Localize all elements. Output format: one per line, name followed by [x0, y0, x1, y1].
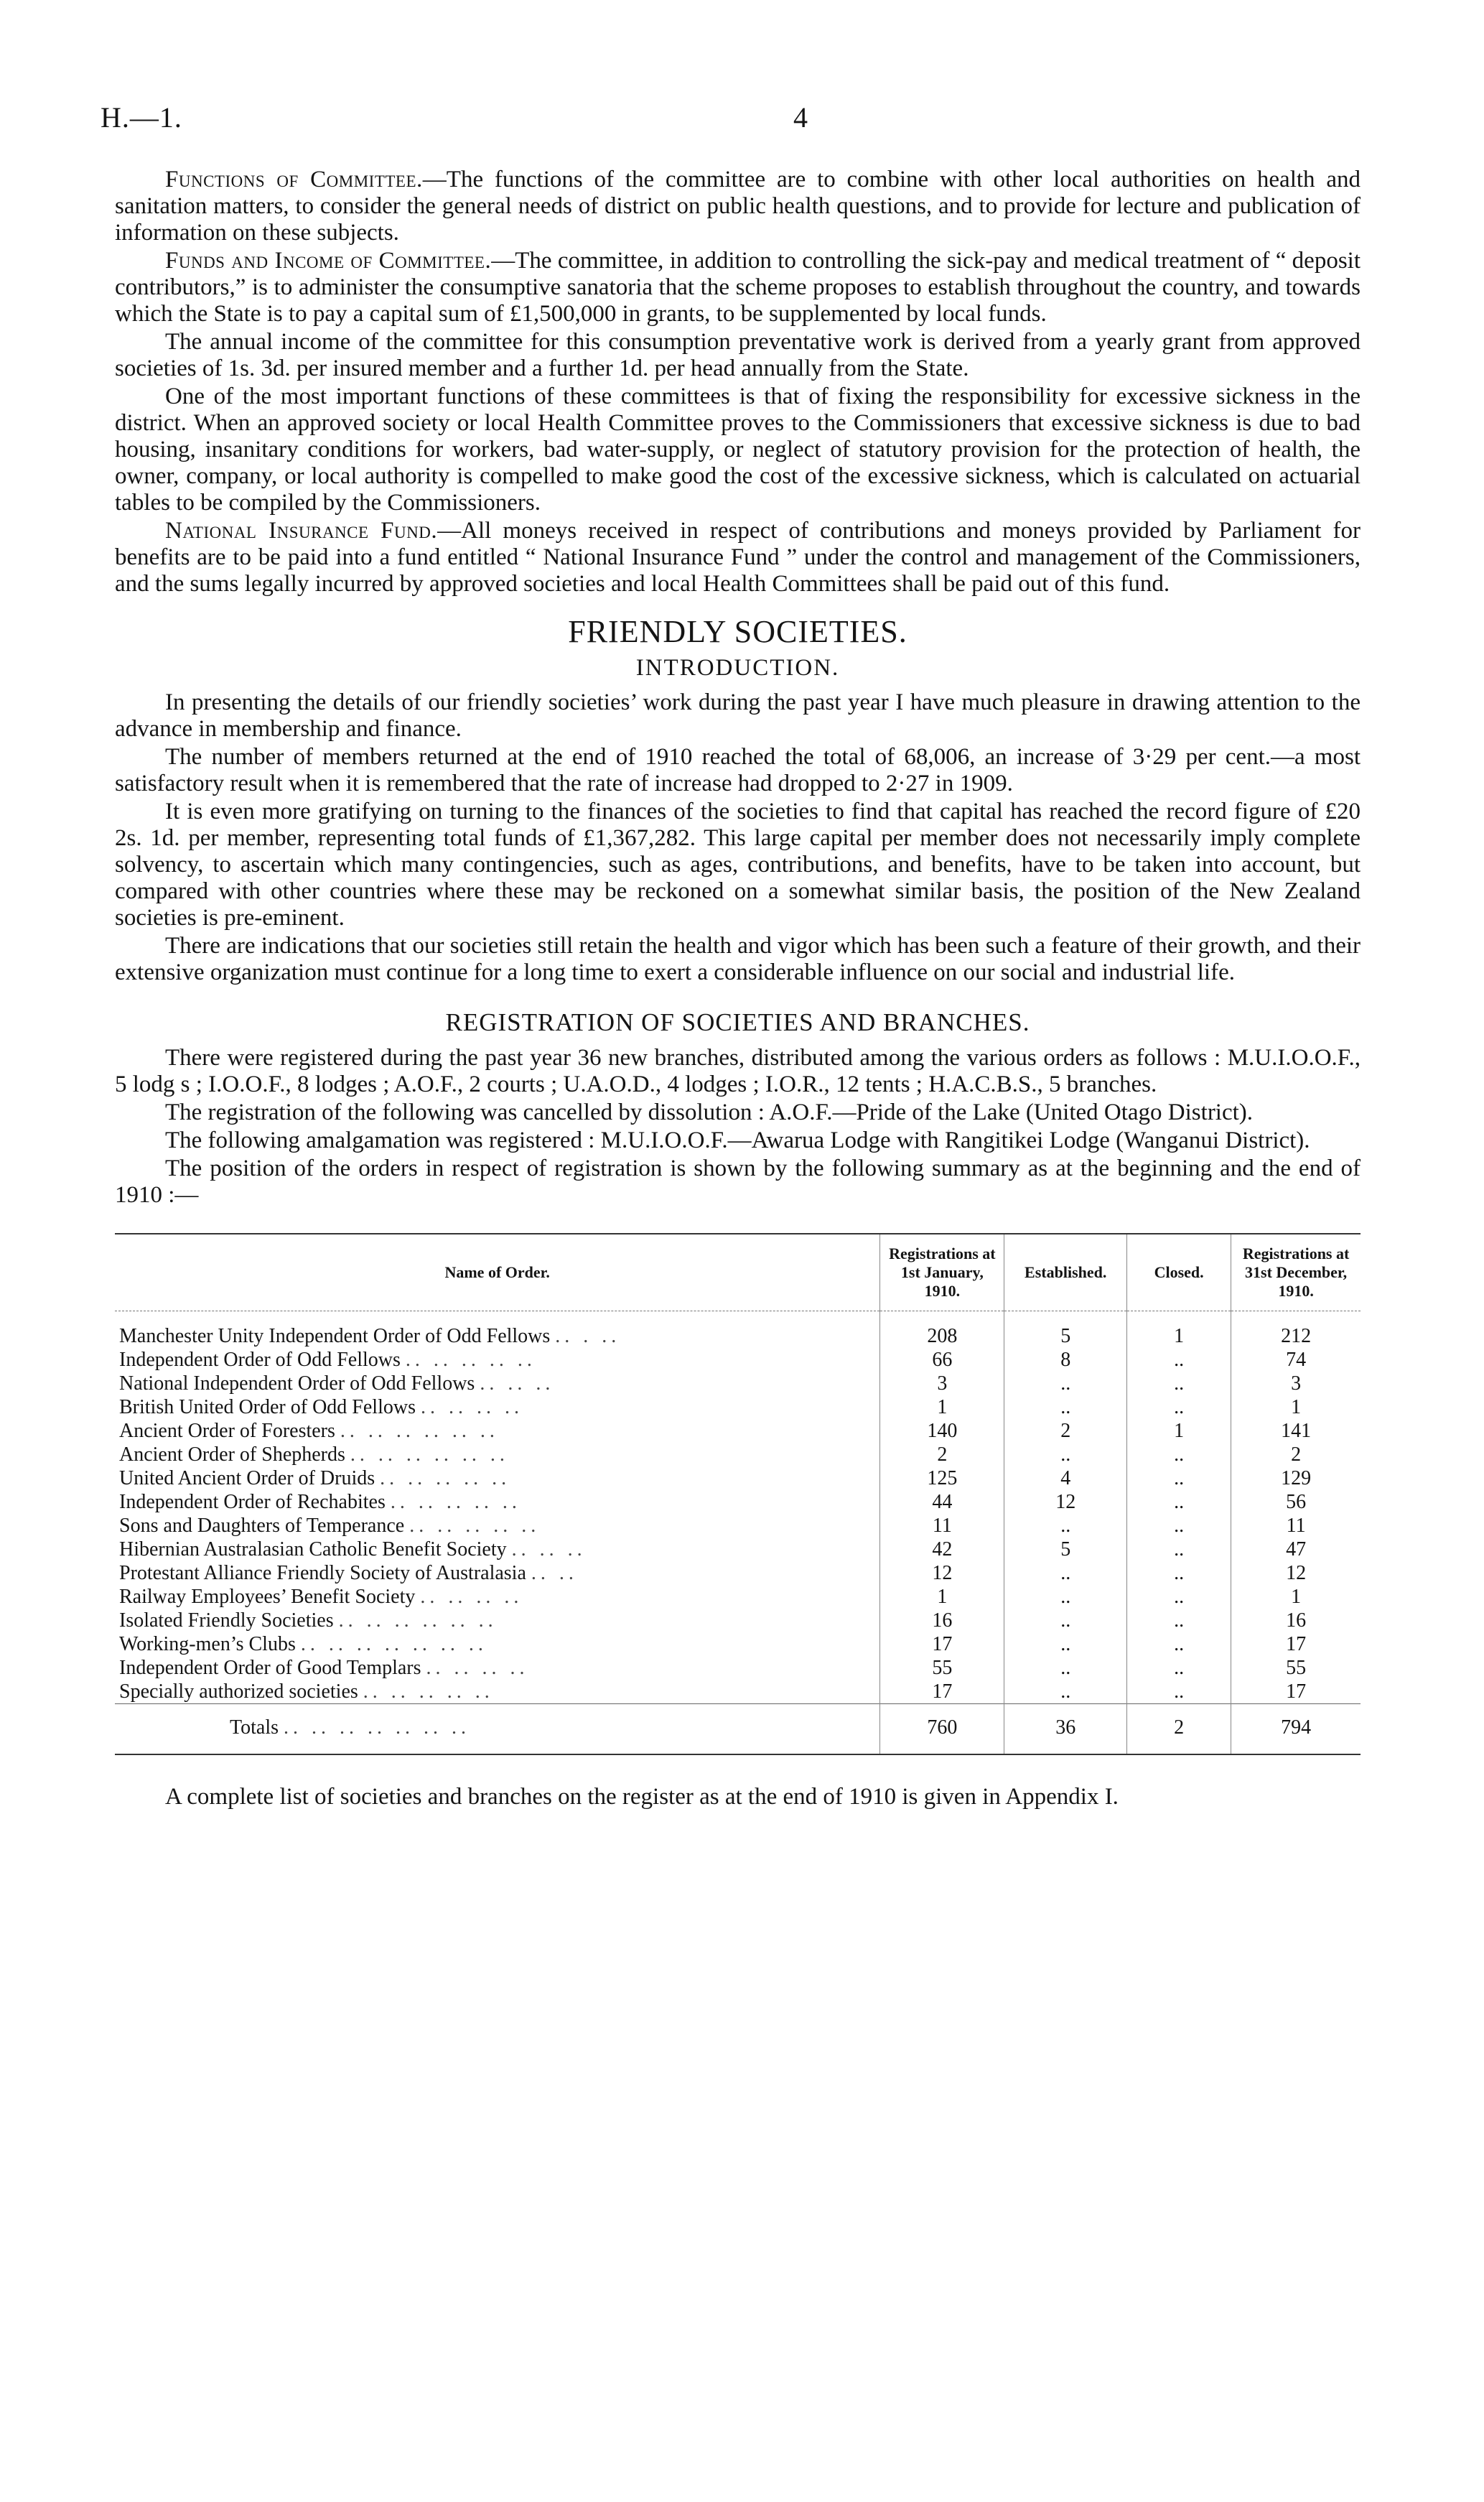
order-name-cell — [115, 1419, 880, 1443]
registrations-end-cell: 11 — [1231, 1514, 1361, 1538]
table-row — [115, 1419, 1361, 1443]
order-name: Ancient Order of Foresters — [119, 1420, 335, 1442]
registrations-start-cell: 1 — [880, 1395, 1004, 1419]
order-name-cell — [115, 1538, 880, 1561]
registrations-end-cell: 2 — [1231, 1443, 1361, 1466]
established-cell: 5 — [1004, 1311, 1127, 1349]
registrations-start-cell: 208 — [880, 1311, 1004, 1349]
registrations-end-cell: 141 — [1231, 1419, 1361, 1443]
closed-cell: .. — [1127, 1538, 1231, 1561]
paragraph-text: —The functions of the committee are to combine with other local authorities on health and sanitation matters, to consider the general needs of district on public health questions, and to provide for lecture and publication of information on these subjects. — [115, 167, 1361, 246]
established-cell: 12 — [1004, 1490, 1127, 1514]
totals-start-cell: 760 — [880, 1704, 1004, 1755]
established-cell: .. — [1004, 1372, 1127, 1395]
established-cell: 4 — [1004, 1466, 1127, 1490]
closed-cell: .. — [1127, 1466, 1231, 1490]
established-cell: .. — [1004, 1656, 1127, 1680]
totals-label-cell — [115, 1704, 880, 1755]
registrations-end-cell: 1 — [1231, 1395, 1361, 1419]
registrations-start-cell: 17 — [880, 1632, 1004, 1656]
paragraph-lead: Funds and Income of Committee. — [165, 248, 492, 274]
order-name-cell — [115, 1490, 880, 1514]
table-totals-row — [115, 1704, 1361, 1755]
registrations-end-cell: 47 — [1231, 1538, 1361, 1561]
registration-summary-table-wrap — [115, 1233, 1361, 1755]
dot-leader: .. .. .. .. .. — [380, 1467, 511, 1489]
paragraph-registration-4: The position of the orders in respect of registration is shown by the following summary as at the beginning and the end of 1910 :— — [115, 1155, 1361, 1208]
section-heading-friendly-societies: FRIENDLY SOCIETIES. — [568, 614, 907, 649]
dot-leader: .. .. .. .. .. — [409, 1515, 541, 1537]
paragraph-registration-2: The registration of the following was cancelled by dissolution : A.O.F.—Pride of the Lake (United Otago District). — [165, 1099, 1254, 1125]
order-name: Specially authorized societies — [119, 1680, 358, 1703]
registrations-start-cell: 12 — [880, 1561, 1004, 1585]
order-name-cell — [115, 1311, 880, 1349]
dot-leader: .. .. .. .. .. — [405, 1349, 536, 1371]
paragraph-closing: A complete list of societies and branches on the register as at the end of 1910 is given in Appendix I. — [165, 1784, 1119, 1810]
registrations-start-cell: 11 — [880, 1514, 1004, 1538]
registrations-end-cell: 16 — [1231, 1609, 1361, 1632]
totals-established-cell: 36 — [1004, 1704, 1127, 1755]
table-row — [115, 1538, 1361, 1561]
page-reference: H.—1. — [101, 101, 182, 134]
registrations-start-cell: 1 — [880, 1585, 1004, 1609]
registrations-end-cell: 12 — [1231, 1561, 1361, 1585]
paragraph-registration-3: The following amalgamation was registered : M.U.I.O.O.F.—Awarua Lodge with Rangitikei Lodge (Wanganui District). — [165, 1127, 1310, 1153]
paragraph-intro-4: There are indications that our societies still retain the health and vigor which has been such a feature of their growth, and their extensive organization must continue for a long time to exert a considerable influence on our social and industrial life. — [115, 933, 1361, 985]
established-cell: .. — [1004, 1561, 1127, 1585]
order-name-cell — [115, 1395, 880, 1419]
order-name-cell — [115, 1656, 880, 1680]
registrations-start-cell: 3 — [880, 1372, 1004, 1395]
paragraph-insurance-fund — [115, 518, 1361, 597]
registrations-start-cell: 42 — [880, 1538, 1004, 1561]
paragraph-lead: Functions of Committee. — [165, 167, 423, 192]
established-cell: .. — [1004, 1395, 1127, 1419]
closed-cell: .. — [1127, 1514, 1231, 1538]
order-name-cell — [115, 1348, 880, 1372]
order-name: Independent Order of Odd Fellows — [119, 1349, 401, 1371]
registrations-end-cell: 3 — [1231, 1372, 1361, 1395]
registrations-start-cell: 44 — [880, 1490, 1004, 1514]
established-cell: .. — [1004, 1585, 1127, 1609]
header-registrations-end: Registrations at 31st December, 1910. — [1231, 1234, 1361, 1311]
paragraph-intro-3: It is even more gratifying on turning to the finances of the societies to find that capital has reached the record figure of £20 2s. 1d. per member, representing total funds of £1,367,282. This large capital per member does not necessarily imply complete solvency, to ascertain which many contingencies, such as ages, contributions, and benefits, have to be taken into account, but compared with other countries where these may be reckoned on a somewhat similar basis, the position of the New Zealand societies is pre-eminent. — [115, 799, 1361, 931]
header-name-of-order: Name of Order. — [115, 1234, 880, 1311]
table-row — [115, 1561, 1361, 1585]
dot-leader: .. .. .. .. .. — [363, 1680, 494, 1703]
paragraph-funds — [115, 248, 1361, 327]
registrations-end-cell: 74 — [1231, 1348, 1361, 1372]
dot-leader: .. .. .. .. .. .. .. — [284, 1716, 471, 1739]
paragraph-functions — [115, 167, 1361, 246]
dot-leader: .. .. .. .. .. — [390, 1491, 521, 1513]
order-name-cell — [115, 1372, 880, 1395]
order-name-cell — [115, 1466, 880, 1490]
order-name: Ancient Order of Shepherds — [119, 1443, 345, 1466]
document-body — [115, 167, 1361, 1812]
table-row — [115, 1514, 1361, 1538]
closed-cell: .. — [1127, 1395, 1231, 1419]
order-name-cell — [115, 1585, 880, 1609]
established-cell: 8 — [1004, 1348, 1127, 1372]
dot-leader: .. .. .. .. .. .. .. — [300, 1633, 487, 1655]
table-header-row — [115, 1234, 1361, 1311]
table-row — [115, 1680, 1361, 1704]
table-row — [115, 1632, 1361, 1656]
closed-cell: 1 — [1127, 1311, 1231, 1349]
registrations-end-cell: 56 — [1231, 1490, 1361, 1514]
paragraph-lead: National Insurance Fund. — [165, 518, 438, 544]
registrations-end-cell: 129 — [1231, 1466, 1361, 1490]
closed-cell: .. — [1127, 1632, 1231, 1656]
dot-leader: .. .. .. .. — [426, 1657, 529, 1679]
closed-cell: .. — [1127, 1490, 1231, 1514]
header-established: Established. — [1004, 1234, 1127, 1311]
order-name: Independent Order of Rechabites — [119, 1491, 386, 1513]
closed-cell: .. — [1127, 1609, 1231, 1632]
paragraph-text: One of the most important functions of these committees is that of fixing the responsibility for excessive sickness in the district. When an approved society or local Health Committee proves to the Commissioners that excessive sickness is due to bad housing, insanitary conditions for workers, bad water-supply, or neglect of statutory provision for the protection of health, the owner, company, or local authority is compelled to make good the cost of the excessive sickness, which is calculated on actuarial tables to be compiled by the Commissioners. — [115, 383, 1361, 516]
registrations-end-cell: 212 — [1231, 1311, 1361, 1349]
table-row — [115, 1585, 1361, 1609]
order-name: Hibernian Australasian Catholic Benefit Society — [119, 1538, 507, 1561]
paragraph-text: —All moneys received in respect of contributions and moneys provided by Parliament for benefits are to be paid into a fund entitled “ National Insurance Fund ” under the control and management of the Commissioners, and the sums legally incurred by approved societies and local Health Committees shall be paid out of this fund. — [115, 518, 1361, 597]
registrations-start-cell: 17 — [880, 1680, 1004, 1704]
paragraph-text: The annual income of the committee for this consumption preventative work is derived from a yearly grant from approved societies of 1s. 3d. per insured member and a further 1d. per head annually from the State. — [115, 329, 1361, 381]
closed-cell: .. — [1127, 1348, 1231, 1372]
order-name: Manchester Unity Independent Order of Odd Fellows — [119, 1325, 551, 1347]
closed-cell: .. — [1127, 1443, 1231, 1466]
established-cell: .. — [1004, 1680, 1127, 1704]
registration-summary-table — [115, 1233, 1361, 1755]
order-name-cell — [115, 1561, 880, 1585]
table-row — [115, 1466, 1361, 1490]
registrations-start-cell: 140 — [880, 1419, 1004, 1443]
registrations-start-cell: 66 — [880, 1348, 1004, 1372]
header-registrations-start: Registrations at 1st January, 1910. — [880, 1234, 1004, 1311]
totals-end-cell: 794 — [1231, 1704, 1361, 1755]
registrations-start-cell: 2 — [880, 1443, 1004, 1466]
dot-leader: .. .. .. — [511, 1538, 587, 1561]
closed-cell: 1 — [1127, 1419, 1231, 1443]
registrations-end-cell: 17 — [1231, 1680, 1361, 1704]
table-row — [115, 1656, 1361, 1680]
table-row — [115, 1348, 1361, 1372]
established-cell: .. — [1004, 1632, 1127, 1656]
paragraph-intro-1: In presenting the details of our friendly societies’ work during the past year I have much pleasure in drawing attention to the advance in membership and finance. — [115, 689, 1361, 742]
paragraph-text: —The committee, in addition to controlling the sick-pay and medical treatment of “ deposit contributors,” is to administer the consumptive sanatoria that the scheme proposes to establish throughout the country, and towards which the State is to pay a capital sum of £1,500,000 in grants, to be supplemented by local funds. — [115, 248, 1361, 327]
established-cell: 2 — [1004, 1419, 1127, 1443]
paragraph-responsibility — [115, 383, 1361, 516]
totals-label: Totals — [230, 1716, 279, 1739]
order-name: National Independent Order of Odd Fellows — [119, 1372, 475, 1395]
order-name-cell — [115, 1514, 880, 1538]
order-name-cell — [115, 1632, 880, 1656]
closed-cell: .. — [1127, 1585, 1231, 1609]
registrations-start-cell: 125 — [880, 1466, 1004, 1490]
order-name: British United Order of Odd Fellows — [119, 1396, 416, 1418]
dot-leader: .. .. .. .. — [420, 1586, 523, 1608]
order-name: Railway Employees’ Benefit Society — [119, 1586, 416, 1608]
registrations-end-cell: 17 — [1231, 1632, 1361, 1656]
order-name: United Ancient Order of Druids — [119, 1467, 375, 1489]
dot-leader: .. .. .. .. .. .. — [340, 1420, 499, 1442]
established-cell: .. — [1004, 1514, 1127, 1538]
paragraph-intro-2: The number of members returned at the end of 1910 reached the total of 68,006, an increase of 3·29 per cent.—a most satisfactory result when it is remembered that the rate of increase had dropped to 2·27 in 1909. — [115, 744, 1361, 796]
order-name: Isolated Friendly Societies — [119, 1609, 334, 1632]
order-name-cell — [115, 1609, 880, 1632]
paragraph-annual-income — [115, 329, 1361, 382]
table-body — [115, 1311, 1361, 1755]
established-cell: .. — [1004, 1609, 1127, 1632]
section-subheading-introduction: INTRODUCTION. — [635, 655, 840, 681]
dot-leader: .. .. .. .. .. .. — [350, 1443, 509, 1466]
table-row — [115, 1490, 1361, 1514]
order-name: Protestant Alliance Friendly Society of Australasia — [119, 1562, 526, 1584]
table-row — [115, 1609, 1361, 1632]
order-name-cell — [115, 1443, 880, 1466]
closed-cell: .. — [1127, 1561, 1231, 1585]
order-name: Sons and Daughters of Temperance — [119, 1515, 405, 1537]
dot-leader: .. .. — [531, 1562, 578, 1584]
order-name: Independent Order of Good Templars — [119, 1657, 421, 1679]
established-cell: 5 — [1004, 1538, 1127, 1561]
order-name: Working-men’s Clubs — [119, 1633, 296, 1655]
closed-cell: .. — [1127, 1680, 1231, 1704]
page-number: 4 — [793, 101, 808, 134]
header-closed: Closed. — [1127, 1234, 1231, 1311]
order-name-cell — [115, 1680, 880, 1704]
table-row — [115, 1372, 1361, 1395]
registrations-start-cell: 16 — [880, 1609, 1004, 1632]
dot-leader: .. .. .. .. — [420, 1396, 523, 1418]
paragraph-registration-1: There were registered during the past year 36 new branches, distributed among the various orders as follows : M.U.I.O.O.F., 5 lodg s ; I.O.O.F., 8 lodges ; A.O.F., 2 courts ; U.A.O.D., 4 lodges ; I.O.R., 12 tents ; H.A.C.B.S., 5 branches. — [115, 1045, 1361, 1097]
closed-cell: .. — [1127, 1656, 1231, 1680]
page-header — [101, 101, 1364, 144]
registrations-end-cell: 1 — [1231, 1585, 1361, 1609]
established-cell: .. — [1004, 1443, 1127, 1466]
dot-leader: .. . .. — [555, 1325, 621, 1347]
registrations-start-cell: 55 — [880, 1656, 1004, 1680]
closed-cell: .. — [1127, 1372, 1231, 1395]
section-heading-registration: REGISTRATION OF SOCIETIES AND BRANCHES. — [445, 1008, 1030, 1036]
table-row — [115, 1395, 1361, 1419]
table-row — [115, 1311, 1361, 1349]
dot-leader: .. .. .. .. .. .. — [338, 1609, 498, 1632]
registrations-end-cell: 55 — [1231, 1656, 1361, 1680]
dot-leader: .. .. .. — [480, 1372, 555, 1395]
table-row — [115, 1443, 1361, 1466]
totals-closed-cell: 2 — [1127, 1704, 1231, 1755]
